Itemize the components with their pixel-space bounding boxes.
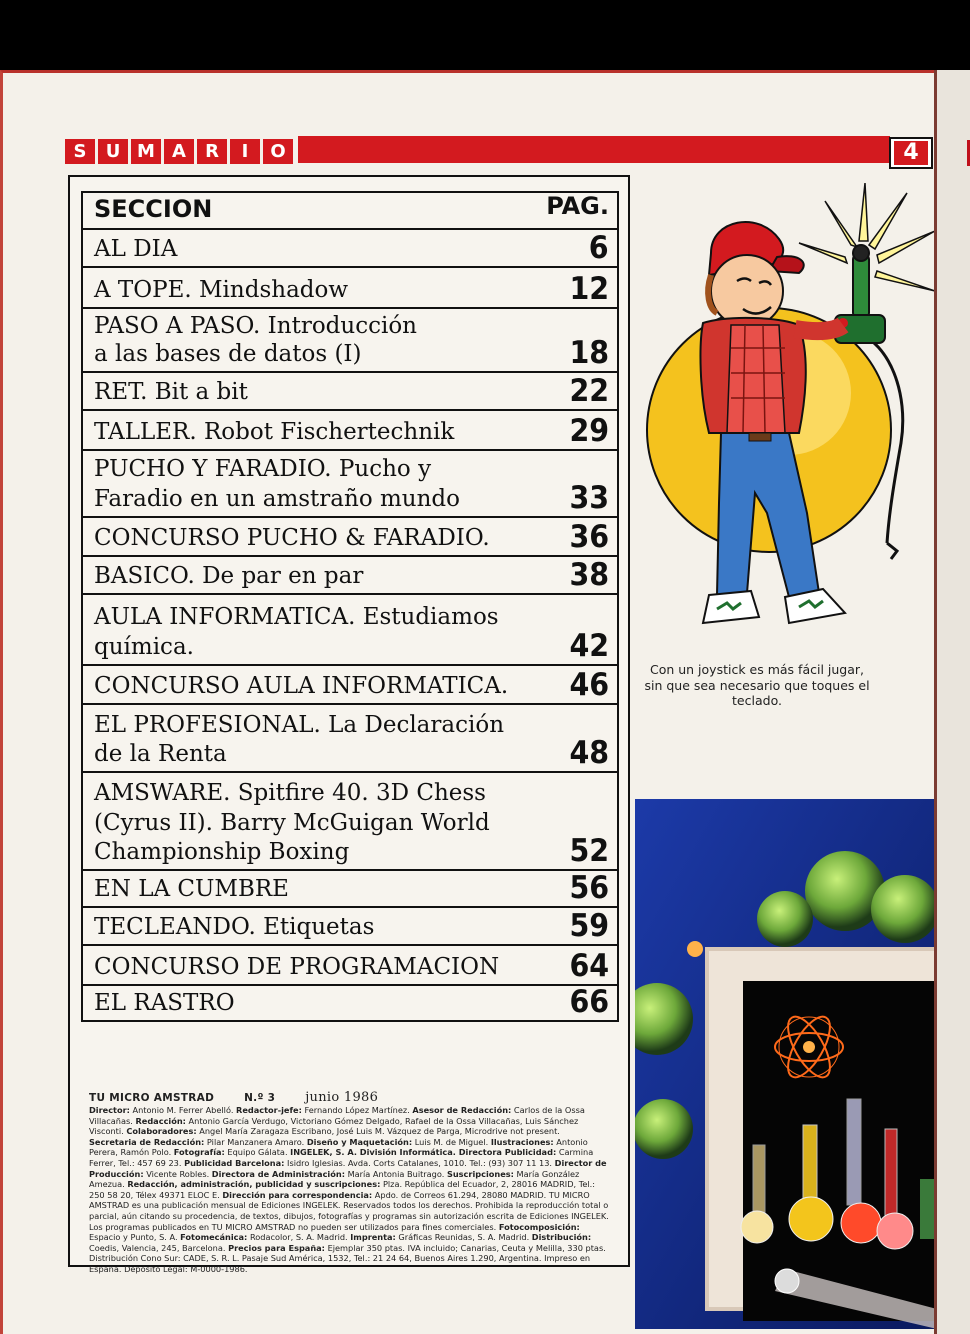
credit-value: Coedis, Valencia, 245, Barcelona. — [89, 1242, 229, 1253]
credit-value: Fernando López Martínez. — [301, 1105, 413, 1115]
toc-entry-title: EL RASTRO — [94, 990, 235, 1016]
toc-entry[interactable] — [83, 666, 617, 705]
credit-label: INGELEK, S. A. División Informática. Directora Publicidad: — [290, 1147, 557, 1158]
toc-entry[interactable] — [83, 871, 617, 908]
toc-entry-title: AULA INFORMATICA. Estudiamos — [94, 604, 499, 630]
toc-entry-title: PASO A PASO. Introducción — [94, 313, 417, 339]
credit-value: Rodacolor, S. A. Madrid. — [247, 1232, 351, 1243]
credit-label: Fotomecánica: — [180, 1232, 248, 1243]
credit-label: Director de Producción: — [89, 1157, 607, 1179]
page-number-badge — [889, 137, 933, 169]
credit-label: Director: — [89, 1105, 130, 1115]
toc-entry-page: 29 — [569, 413, 609, 449]
toc-entry-page: 46 — [569, 667, 609, 703]
toc-entry-title: AL DIA — [94, 236, 178, 262]
toc-entry-page: 42 — [569, 628, 609, 664]
credit-value: Pilar Manzanera Amaro. — [204, 1136, 307, 1147]
toc-entry-page: 64 — [569, 948, 609, 984]
logo-letter: M — [131, 139, 161, 164]
magazine-name: TU MICRO AMSTRAD — [89, 1092, 215, 1104]
credit-value: Plza. República del Ecuador, 2, 28016 MADRID, Tel.: 250 58 20, Télex 49371 ELOC E. — [89, 1179, 595, 1200]
adjacent-page-edge — [934, 70, 970, 1334]
page-number: 4 — [894, 141, 928, 165]
sumario-logo — [65, 136, 298, 163]
toc-entry-page: 38 — [569, 557, 609, 593]
toc-entry-page: 52 — [569, 833, 609, 869]
logo-letter: I — [230, 139, 260, 164]
logo-letter: U — [98, 139, 128, 164]
toc-entry-title: CONCURSO DE PROGRAMACION — [94, 954, 500, 980]
toc-entry-page: 56 — [569, 870, 609, 906]
toc-entry-page: 66 — [569, 984, 609, 1020]
toc-entry[interactable] — [83, 705, 617, 773]
toc-entry-page: 59 — [569, 908, 609, 944]
credit-value: Apdo. de Correos 61.294, 28080 MADRID. TU MICRO AMSTRAD es una publicación mensual de Ediciones INGELEK. Reservados todos los derechos. Prohibida la reproducción total o parcial, aún citando su procedencia, de textos, dibujos, fotografías y programas sin autorización escrita de Ediciones INGELEK. Los programas publicados en TU MICRO AMSTRAD no pueden ser utilizados para fines comerciales. — [89, 1189, 609, 1232]
toc-header-row — [83, 193, 617, 230]
credit-value: María Antonia Buitrago. — [344, 1168, 447, 1179]
credit-value: Antonio M. Ferrer Abelló. — [129, 1105, 237, 1115]
credit-label: Precios para España: — [228, 1242, 325, 1253]
credit-label: Secretaria de Redacción: — [89, 1136, 205, 1147]
credit-label: Redactor-jefe: — [236, 1105, 302, 1115]
toc-entry[interactable] — [83, 373, 617, 411]
toc-entry-title-line2: Faradio en un amstraño mundo — [94, 486, 460, 512]
credit-label: Distribución: — [531, 1232, 592, 1243]
toc-entry[interactable] — [83, 595, 617, 666]
credit-value: Antonio Perera, Ramón Polo. — [89, 1136, 588, 1158]
credit-value: Isidro Iglesias. Avda. Corts Catalanes, 1010. Tel.: (93) 307 11 13. — [284, 1157, 555, 1168]
credit-value: María González Amezua. — [89, 1168, 580, 1190]
joystick-boy-illustration — [639, 183, 934, 653]
credit-label: Publicidad Barcelona: — [184, 1157, 285, 1168]
toc-entry[interactable] — [83, 268, 617, 309]
credits-block — [89, 1091, 609, 1275]
toc-table — [81, 191, 619, 1022]
credit-label: Imprenta: — [350, 1232, 396, 1243]
issue-number: N.º 3 — [244, 1092, 276, 1104]
toc-entry[interactable] — [83, 451, 617, 518]
toc-entry[interactable] — [83, 309, 617, 373]
toc-entry-title: CONCURSO AULA INFORMATICA. — [94, 673, 509, 699]
credit-label: Suscripciones: — [446, 1168, 514, 1179]
credit-label: Diseño y Maquetación: — [306, 1136, 413, 1147]
credit-label: Asesor de Redacción: — [412, 1105, 512, 1115]
toc-entry-page: 48 — [569, 735, 609, 771]
toc-entry-page: 18 — [569, 335, 609, 371]
toc-entry[interactable] — [83, 557, 617, 595]
credit-label: Directora de Administración: — [211, 1168, 345, 1179]
credit-value: Espacio y Punto, S. A. — [89, 1232, 181, 1243]
toc-entry-title-line2: de la Renta — [94, 741, 227, 767]
toc-entry-title: TALLER. Robot Fischertechnik — [94, 419, 455, 445]
toc-entry-title: EN LA CUMBRE — [94, 876, 289, 902]
logo-letter: O — [263, 139, 293, 164]
toc-entry[interactable] — [83, 946, 617, 986]
credit-label: Dirección para correspondencia: — [222, 1189, 373, 1200]
credit-label: Redacción: — [135, 1115, 186, 1126]
credit-value: Antonio García Verdugo, Victoriano Gómez Delgado, Rafael de la Ossa Villacañas, Luis Sánchez Visconti. — [89, 1115, 579, 1137]
credit-label: Ilustraciones: — [490, 1136, 554, 1147]
credits-text — [89, 1105, 609, 1275]
credit-label: Colaboradores: — [126, 1126, 197, 1137]
toc-entry-page: 33 — [569, 480, 609, 516]
toc-entry[interactable] — [83, 773, 617, 871]
magazine-page — [0, 70, 934, 1334]
credit-value: Luis M. de Miguel. — [412, 1136, 491, 1147]
credit-value: Carlos de la Ossa Villacañas. — [89, 1105, 585, 1126]
toc-entry-title: RET. Bit a bit — [94, 379, 248, 405]
toc-entry-title: CONCURSO PUCHO & FARADIO. — [94, 525, 490, 551]
credit-value: Gráficas Reunidas, S. A. Madrid. — [395, 1232, 532, 1243]
credit-value: Angel María Zaragaza Escribano, José Luis M. Vázquez de Parga, Microdrive not present. — [196, 1126, 560, 1137]
toc-entry-page: 36 — [569, 519, 609, 555]
toc-entry-title-line3: Championship Boxing — [94, 839, 350, 865]
science-photo — [635, 799, 934, 1329]
toc-entry[interactable] — [83, 986, 617, 1022]
toc-entry-page: 12 — [569, 271, 609, 307]
logo-letter: A — [164, 139, 194, 164]
credit-label: Fotocomposición: — [498, 1221, 580, 1232]
page-column-header: PAG. — [546, 192, 609, 220]
credit-label: Redacción, administración, publicidad y suscripciones: — [127, 1179, 381, 1190]
toc-entry-title: EL PROFESIONAL. La Declaración — [94, 712, 505, 738]
toc-entry-title-line2: química. — [94, 634, 194, 660]
toc-entry[interactable] — [83, 411, 617, 451]
credit-value: Vicente Robles. — [143, 1168, 212, 1179]
toc-entry-title: AMSWARE. Spitfire 40. 3D Chess — [94, 780, 486, 806]
toc-entry[interactable] — [83, 908, 617, 946]
issue-date: junio 1986 — [305, 1090, 379, 1105]
toc-entry-title: A TOPE. Mindshadow — [94, 277, 349, 303]
credit-value: Ejemplar 350 ptas. IVA incluido; Canarias, Ceuta y Melilla, 330 ptas. Distribución Cono Sur: CADE, S. R. L. Pasaje Sud América, 1532, Tel.: 21 24 64, Buenos Aires 1.290, Argentina. Impreso en España. Depósito Legal: M-0000-1986. — [89, 1242, 606, 1274]
credit-value: Equipo Gálata. — [224, 1147, 291, 1158]
toc-entry-title-line2: (Cyrus II). Barry McGuigan World — [94, 810, 490, 836]
illustration-caption: Con un joystick es más fácil jugar, sin que sea necesario que toques el teclado. — [644, 662, 870, 708]
toc-entry[interactable] — [83, 230, 617, 268]
masthead — [89, 1091, 609, 1105]
logo-letter: S — [65, 139, 95, 164]
toc-entry-title-line2: a las bases de datos (I) — [94, 341, 362, 367]
toc-entry[interactable] — [83, 518, 617, 557]
logo-letter: R — [197, 139, 227, 164]
credit-label: Fotografía: — [173, 1147, 225, 1158]
toc-entry-title: TECLEANDO. Etiquetas — [94, 914, 375, 940]
credit-value: Carmina Ferrer, Tel.: 457 69 23. — [89, 1147, 594, 1168]
toc-entry-page: 6 — [589, 230, 609, 266]
section-column-header: SECCION — [94, 195, 213, 223]
toc-entry-title: PUCHO Y FARADIO. Pucho y — [94, 456, 432, 482]
toc-entry-title: BASICO. De par en par — [94, 563, 364, 589]
toc-entry-page: 22 — [569, 373, 609, 409]
